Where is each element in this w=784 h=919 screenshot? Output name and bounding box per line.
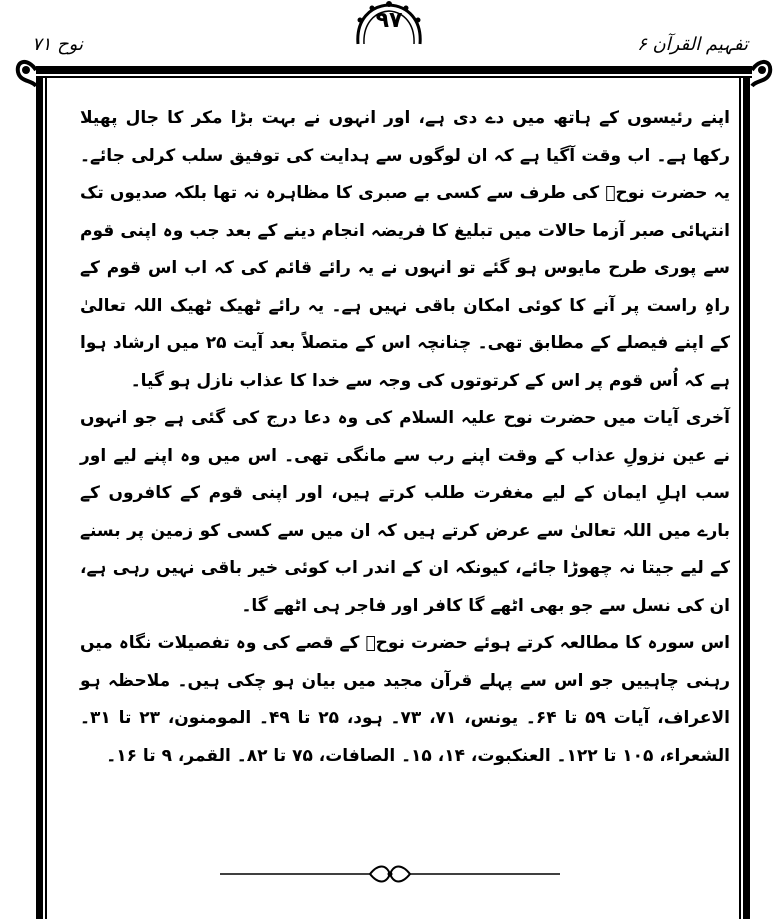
- paragraph-3: اس سورہ کا مطالعہ کرتے ہوئے حضرت نوحؑ کے قصے کی وہ تفصیلات نگاہ میں رہنی چاہییں جو اس سے پہلے قرآن مجید میں بیان ہو چکی ہیں۔ ملاحظہ ہو الاعراف، آیات ۵۹ تا ۶۴۔ یونس، ۷۱، ۷۳۔ ہود، ۲۵ تا ۴۹۔ المومنون، ۲۳ تا ۳۱۔ الشعراء، ۱۰۵ تا ۱۲۲۔ العنکبوت، ۱۴، ۱۵۔ الصافات، ۷۵ تا ۸۲۔ القمر، ۹ تا ۱۶۔: [80, 633, 730, 766]
- top-border-frame: [14, 56, 774, 92]
- page-number-badge: [352, 0, 426, 46]
- commentary-text: [80, 100, 730, 860]
- paragraph-2: آخری آیات میں حضرت نوح علیہ السلام کی وہ دعا درج کی گئی ہے جو انہوں نے عین نزولِ عذاب کے وقت اپنے رب سے مانگی تھی۔ اس میں وہ اپنے لیے اور سب اہلِ ایمان کے لیے مغفرت طلب کرتے ہیں، اور اپنی قوم کے کافروں کے بارے میں اللہ تعالیٰ سے عرض کرتے ہیں کہ ان میں سے کسی کو زمین پر بسنے کے لیے جیتا نہ چھوڑا جائے، کیونکہ ان کے اندر اب کوئی خیر باقی نہیں رہی ہے، ان کی نسل سے جو بھی اٹھے گا کافر اور فاجر ہی اٹھے گا۔: [80, 408, 730, 616]
- surah-label: نوح ۷۱: [32, 34, 83, 55]
- left-border-frame: [36, 78, 48, 919]
- section-end-ornament: [220, 862, 560, 886]
- book-title: تفہیم القرآن ۶: [637, 34, 748, 55]
- paragraph-1: اپنے رئیسوں کے ہاتھ میں دے دی ہے، اور انہوں نے بہت بڑا مکر کا جال پھیلا رکھا ہے۔ اب وقت آگیا ہے کہ ان لوگوں سے ہدایت کی توفیق سلب کرلی جائے۔ یہ حضرت نوحؑ کی طرف سے کسی بے صبری کا مظاہرہ نہ تھا بلکہ صدیوں تک انتہائی صبر آزما حالات میں تبلیغ کا فریضہ انجام دینے کے بعد جب وہ اپنی قوم سے پوری طرح مایوس ہو گئے تو انہوں نے یہ رائے قائم کی کہ اب اس قوم کے راہِ راست پر آنے کا کوئی امکان باقی نہیں ہے۔ یہ رائے ٹھیک ٹھیک اللہ تعالیٰ کے اپنے فیصلے کے مطابق تھی۔ چنانچہ اس کے متصلاً بعد آیت ۲۵ میں ارشاد ہوا ہے کہ اُس قوم پر اس کے کرتوتوں کی وجہ سے خدا کا عذاب نازل ہو گیا۔: [80, 108, 730, 391]
- page-number: ۹۷: [375, 8, 403, 33]
- right-border-frame: [738, 78, 750, 919]
